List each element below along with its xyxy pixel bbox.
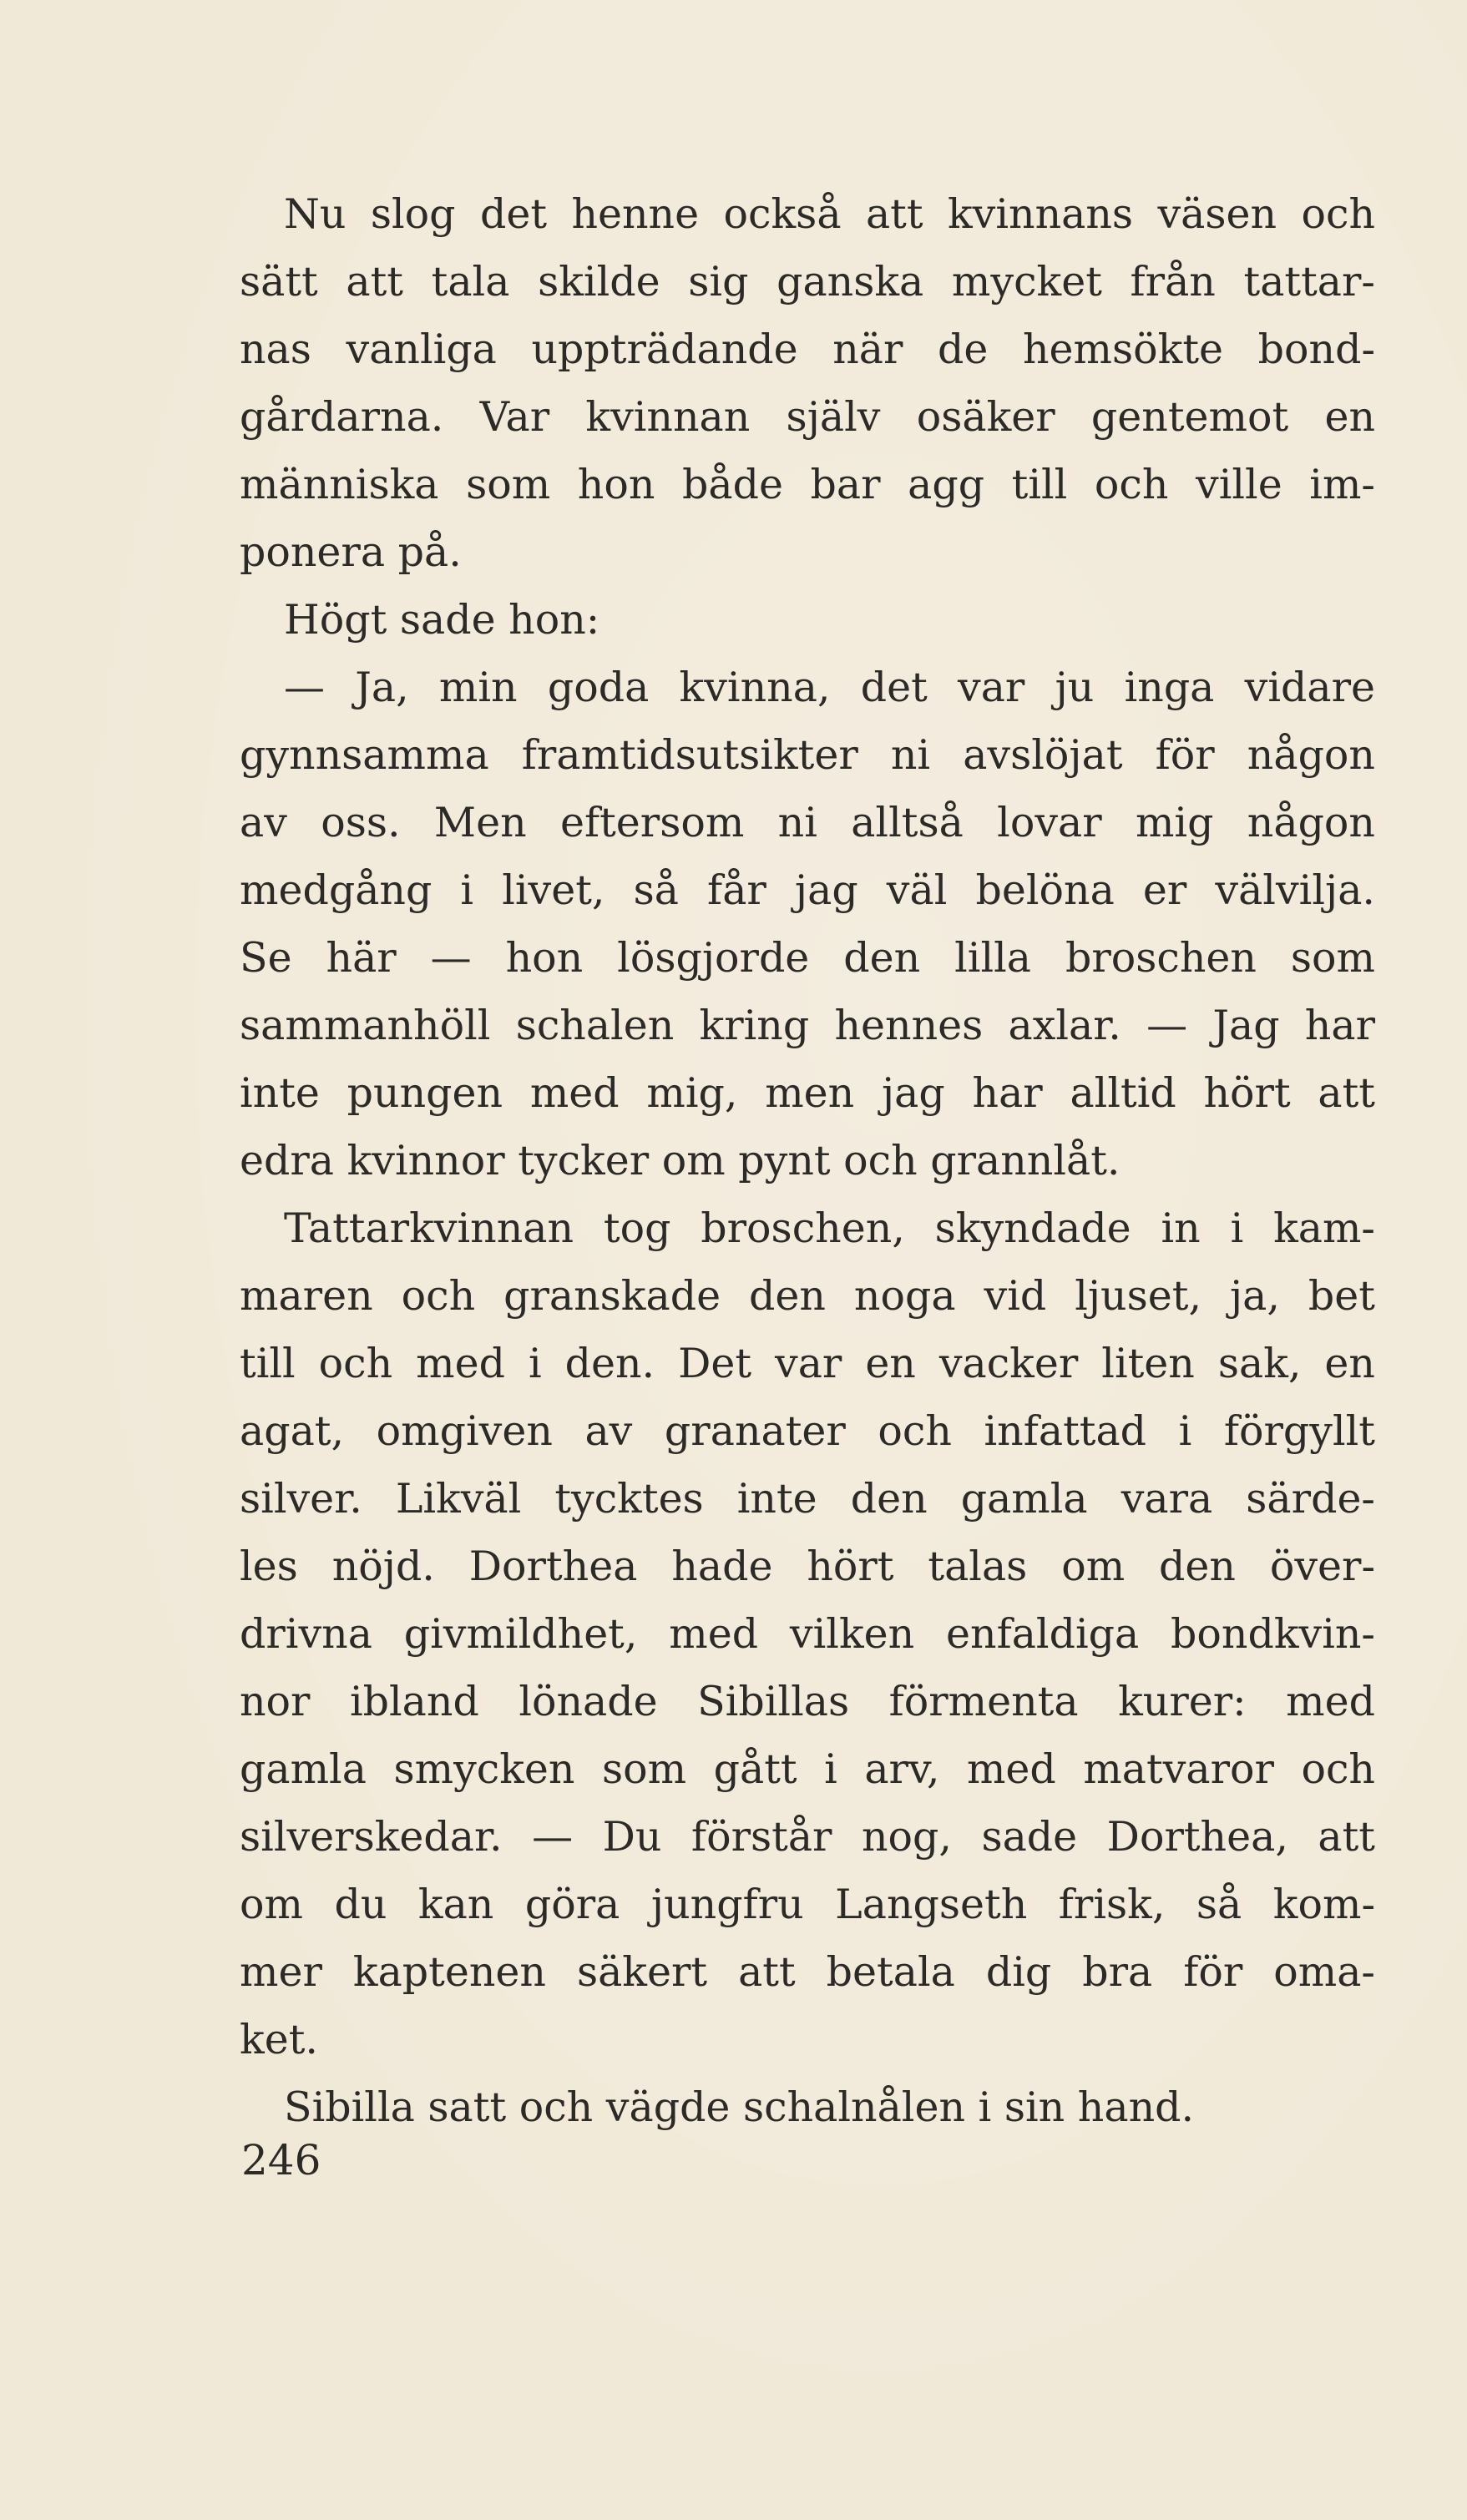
text-line: sammanhöll schalen kring hennes axlar. — Jag har xyxy=(240,1002,1375,1049)
text-line: ket. xyxy=(240,2016,318,2063)
text-line: Nu slog det henne också att kvinnans väsen och xyxy=(284,190,1375,238)
text-line: silver. Likväl tycktes inte den gamla vara särde- xyxy=(240,1475,1375,1523)
text-line: ponera på. xyxy=(240,528,462,576)
text-line: drivna givmildhet, med vilken enfaldiga bondkvin- xyxy=(240,1610,1375,1658)
text-line: om du kan göra jungfru Langseth frisk, så kom- xyxy=(240,1881,1375,1928)
text-line: nas vanliga uppträdande när de hemsökte bond- xyxy=(240,326,1375,373)
text-line: silverskedar. — Du förstår nog, sade Dorthea, att xyxy=(240,1813,1375,1861)
text-line: gynnsamma framtidsutsikter ni avslöjat för någon xyxy=(240,731,1375,779)
text-line: gårdarna. Var kvinnan själv osäker gentemot en xyxy=(240,393,1375,441)
text-line: mer kaptenen säkert att betala dig bra för oma- xyxy=(240,1948,1375,1996)
text-line: medgång i livet, så får jag väl belöna er välvilja. xyxy=(240,866,1375,914)
text-line: gamla smycken som gått i arv, med matvaror och xyxy=(240,1745,1375,1793)
text-line: till och med i den. Det var en vacker liten sak, en xyxy=(240,1340,1375,1387)
text-line: agat, omgiven av granater och infattad i förgyllt xyxy=(240,1407,1375,1455)
text-line: av oss. Men eftersom ni alltså lovar mig någon xyxy=(240,799,1375,846)
text-line: människa som hon både bar agg till och ville im- xyxy=(240,461,1375,508)
body-text xyxy=(240,180,1375,2141)
text-line: Se här — hon lösgjorde den lilla broschen som xyxy=(240,934,1375,982)
text-line: edra kvinnor tycker om pynt och grannlåt. xyxy=(240,1137,1120,1184)
text-line: les nöjd. Dorthea hade hört talas om den över- xyxy=(240,1543,1375,1590)
text-line: Högt sade hon: xyxy=(284,596,600,644)
text-line: — Ja, min goda kvinna, det var ju inga vidare xyxy=(284,664,1375,711)
text-line: nor ibland lönade Sibillas förmenta kurer: med xyxy=(240,1678,1375,1725)
text-line: inte pungen med mig, men jag har alltid hört att xyxy=(240,1069,1375,1117)
page-number: 246 xyxy=(241,2136,321,2184)
text-line: Tattarkvinnan tog broschen, skyndade in i kam- xyxy=(284,1204,1375,1252)
text-line: maren och granskade den noga vid ljuset, ja, bet xyxy=(240,1272,1375,1320)
text-line: sätt att tala skilde sig ganska mycket från tattar- xyxy=(240,258,1375,306)
text-line: Sibilla satt och vägde schalnålen i sin hand. xyxy=(284,2083,1195,2131)
